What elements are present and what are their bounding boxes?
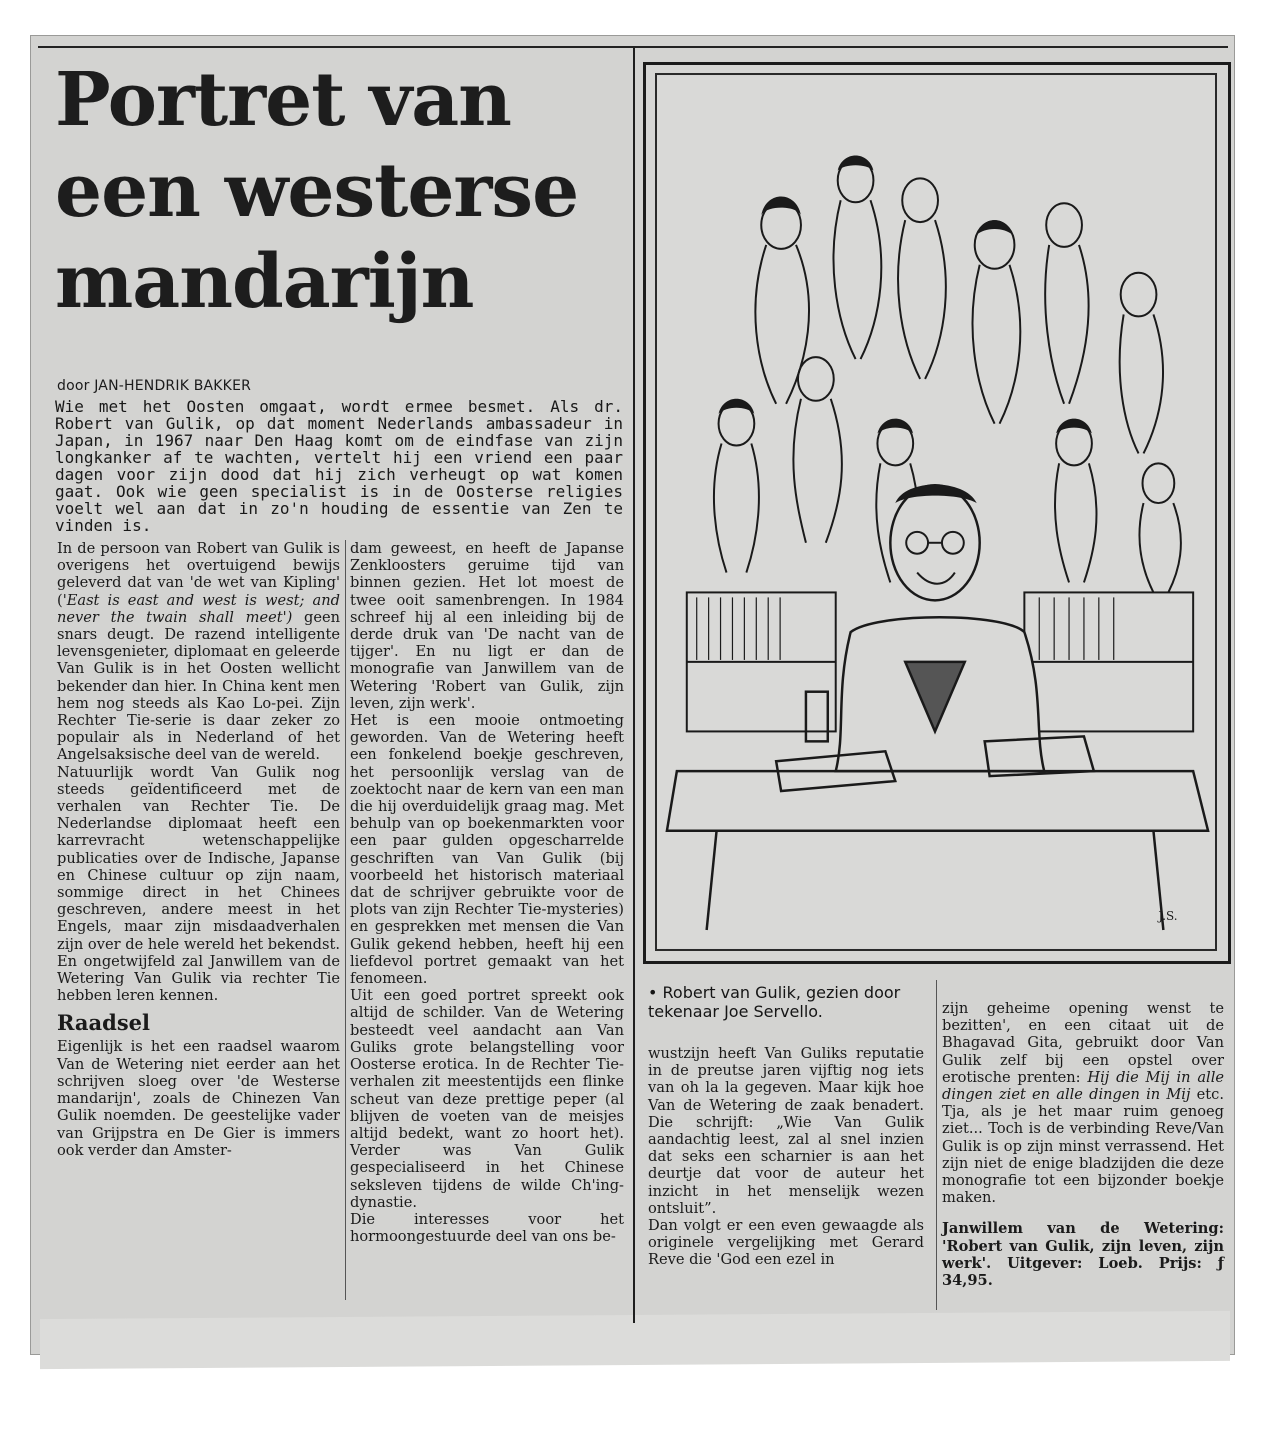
- byline: door JAN-HENDRIK BAKKER: [57, 378, 252, 394]
- headline-line: mandarijn: [55, 239, 474, 325]
- article-column-2: [350, 540, 624, 1245]
- paragraph: Die interesses voor het hormoongestuurde deel van ons be-: [350, 1210, 624, 1246]
- text-run: In de persoon van Robert van Gulik is overigens het overtuigend bewijs geleverd dat van 'de wet van Kipling' (: [57, 540, 340, 609]
- article-column-1: [57, 540, 340, 1159]
- text-run: etc. Tja, als je het maar ruim genoeg ziet... Toch is de verbinding Reve/Van Gulik is op zijn minst verrassend. Het zijn niet de enige bladzijden die deze monografie tot een bijzonder boekje maken.: [942, 1086, 1224, 1207]
- paragraph: Eigenlijk is het een raadsel waarom Van de Wetering niet eerder aan het schrijven sloeg over 'de Westerse mandarijn', zoals de Chinezen Van Gulik noemden. De geestelijke vader van Grijpstra en De Gier is immers ook verder dan Amster-: [57, 1038, 340, 1159]
- headline: [55, 55, 615, 328]
- headline-line: Portret van: [55, 57, 511, 143]
- paragraph: [57, 540, 340, 764]
- clipping-torn-edge: [40, 1311, 1230, 1369]
- text-run: zijn geheime opening wenst te bezitten', en een citaat uit de Bhagavad Gita, gebruikt door Van Gulik zelf bij een opstel over erotische prenten:: [942, 1000, 1224, 1086]
- column-rule: [633, 48, 635, 1323]
- book-info: Janwillem van de Wetering: 'Robert van Gulik, zijn leven, zijn werk'. Uitgever: Loeb. Prijs: ƒ 34,95.: [942, 1220, 1224, 1290]
- paragraph: Het is een mooie ontmoeting geworden. Van de Wetering heeft een fonkelend boekje geschreven, het persoonlijk verslag van de zoektocht naar de kern van een man die hij overduidelijk graag mag. Met behulp van op boekenmarkten voor een paar gulden opgescharrelde geschriften van Van Gulik (bij voorbeeld het historisch materiaal dat de schrijver gebruikte voor de plots van zijn Rechter Tie-mysteries) en gesprekken met mensen die Van Gulik gekend hebben, heeft hij een liefdevol portret gemaakt van het fenomeen.: [350, 712, 624, 988]
- paragraph: wustzijn heeft Van Guliks reputatie in de preutse jaren vijftig nog iets van oh la la gegeven. Maar kijk hoe Van de Wetering de zaak benadert. Die schrijft: „Wie Van Gulik aandachtig leest, zal al snel inzien dat seks een scharnier is aan het deurtje dat voor de auteur het inzicht in het menselijk wezen ontsluit”.: [648, 1045, 924, 1217]
- paragraph: dam geweest, en heeft de Japanse Zenkloosters geruime tijd van binnen gezien. Het lot moest de twee ooit samenbrengen. In 1984 schreef hij al een inleiding bij de derde druk van 'De nacht van de tijger'. En nu ligt er dan de monografie van Janwillem van de Wetering 'Robert van Gulik, zijn leven, zijn werk'.: [350, 540, 624, 712]
- subheading: Raadsel: [57, 1010, 150, 1036]
- illustration-signature: J.S.: [1158, 909, 1178, 924]
- drawing-van-gulik-icon: [657, 75, 1215, 949]
- quote-bhagavad-gita: Hij die Mij in alle dingen ziet en alle dingen in Mij: [942, 1068, 1224, 1104]
- column-rule: [936, 980, 937, 1310]
- paragraph: Natuurlijk wordt Van Gulik nog steeds geïdentificeerd met de verhalen van Rechter Tie. De Nederlandse diplomaat heeft een karrevracht wetenschappelijke publicaties over de Indische, Japanse en Chinese cultuur op zijn naam, sommige direct in het Chinees geschreven, andere meest in het Engels, maar zijn misdaadverhalen zijn over de hele wereld het bekendst. En ongetwijfeld zal Janwillem van de Wetering Van Gulik via rechter Tie hebben leren kennen.: [57, 763, 340, 1005]
- paragraph: Dan volgt er een even gewaagde als originele vergelijking met Gerard Reve die 'God een ezel in: [648, 1217, 924, 1269]
- lead-paragraph: Wie met het Oosten omgaat, wordt ermee besmet. Als dr. Robert van Gulik, op dat moment Nederlands ambassadeur in Japan, in 1967 naar Den Haag komt om de eindfase van zijn longkanker af te wachten, vertelt hij een vriend een paar dagen voor zijn dood dat hij zich verheugt op wat komen gaat. Ook wie geen specialist is in de Oosterse religies voelt wel aan dat in zo'n houding de essentie van Zen te vinden is.: [55, 397, 623, 535]
- illustration: [655, 73, 1217, 951]
- headline-line: een westerse: [55, 148, 579, 234]
- quote-kipling: 'East is east and west is west; and never the twain shall meet'): [57, 591, 340, 626]
- text-run: geen snars deugt. De razend intelligente levensgenieter, diplomaat en geleerde Van Gulik is in het Oosten wellicht bekender dan hier. In China kent men hem nog steeds als Kao Lo-pei. Zijn Rechter Tie-serie is daar zeker zo populair als in Nederland of het Angelsaksische deel van de wereld.: [57, 608, 341, 764]
- article-column-4: [942, 1000, 1224, 1289]
- paragraph: Uit een goed portret spreekt ook altijd de schilder. Van de Wetering besteedt veel aandacht aan Van Guliks grote belangstelling voor Oosterse erotica. In de Rechter Tie-verhalen zit meestentijds een flinke scheut van deze prettige peper (al blijven de voeten van de meisjes altijd bedekt, want zo hoort het). Verder was Van Gulik gespecialiseerd in het Chinese seksleven tijdens de wilde Ch'ing-dynastie.: [350, 987, 624, 1211]
- column-rule: [345, 540, 346, 1300]
- paragraph: [942, 1000, 1224, 1206]
- photo-caption: • Robert van Gulik, gezien door tekenaar Joe Servello.: [648, 983, 901, 1021]
- article-column-3: [648, 1045, 924, 1269]
